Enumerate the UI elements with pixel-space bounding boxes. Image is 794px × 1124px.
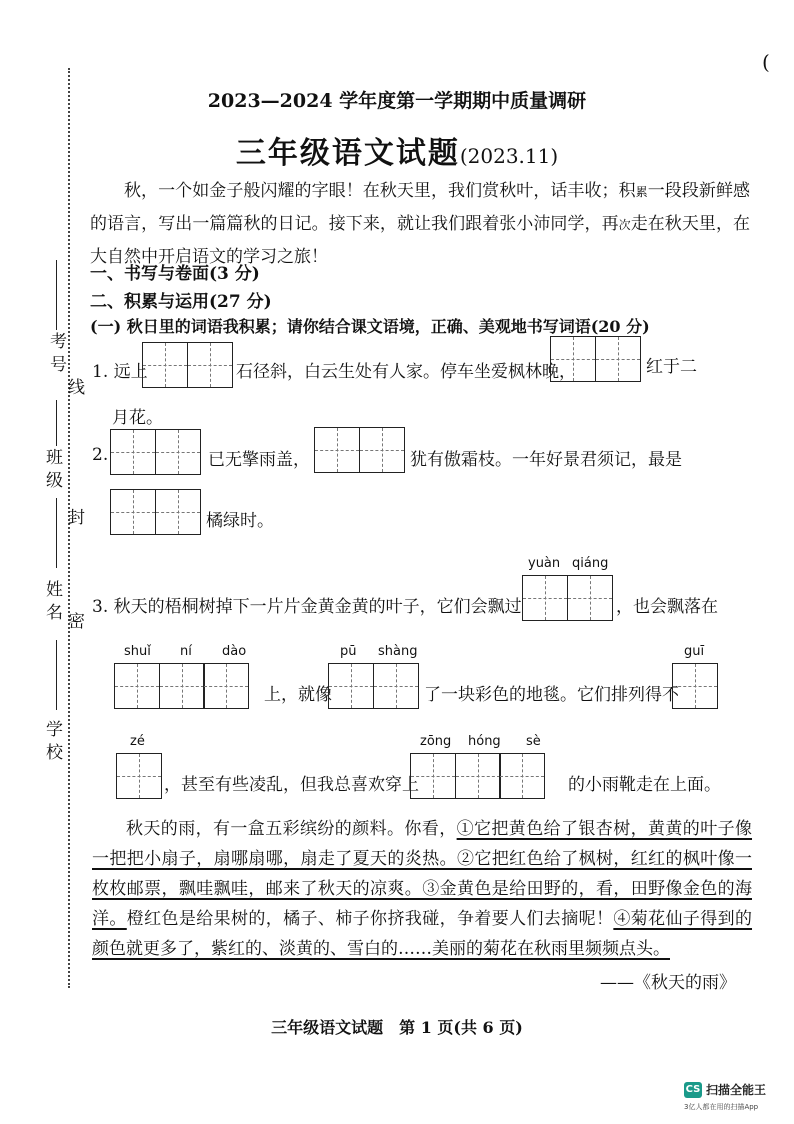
camscanner-tagline: 3亿人都在用的扫描App [684,1103,759,1111]
q2-answer-box-2[interactable] [314,427,405,473]
passage-source: ——《秋天的雨》 [600,973,736,993]
label-banji: 班级 [42,448,62,494]
q3-text-a: 3. 秋天的梧桐树掉下一片片金黄金黄的叶子，它们会飘过 [92,597,522,617]
grid-cell[interactable] [567,575,613,621]
grid-cell[interactable] [499,753,545,799]
grid-cell[interactable] [114,663,160,709]
grid-cell[interactable] [595,336,641,382]
q3-text-c: 上，就像 [264,685,332,705]
q3-text-d: 了一块彩色的地毯。它们排列得不 [424,685,679,705]
grid-cell[interactable] [672,663,718,709]
section-2-heading: 二、积累与运用(27 分) [90,292,272,312]
pinyin-shang: shàng [378,644,418,659]
exam-date: (2023.11) [459,144,559,168]
pinyin-shui: shuǐ [124,644,151,659]
pinyin-se: sè [526,734,541,749]
blank-xuexiao [56,640,57,710]
passage-p2: 橙红色是给果树的，橘子、柿子你挤我碰，争着要人们去摘呢！ [126,909,614,929]
q1-text-b: 石径斜，白云生处有人家。停车坐爱枫林晚， [236,362,576,382]
label-feng: 封 [64,508,84,531]
q2-text-a: 2. [92,445,109,465]
q3-answer-box-pushang[interactable] [328,663,419,709]
pinyin-zong: zōng [420,734,452,749]
grid-cell[interactable] [314,427,360,473]
title-text: 三年级语文试题 [235,136,460,171]
blank-xingming [56,498,57,568]
corner-mark: ( [762,50,770,74]
passage-underlined-1: ①它把黄色给了银杏树，黄黄的叶子像一把把小扇子，扇哪扇哪，扇走了夏天的炎热。②它把红色给了枫树，红红的枫叶像一枚枚邮票，飘哇飘哇，邮来了秋天的凉爽。③金黄色是给田野的，看，田野像金色的海洋。 [92,819,753,929]
q2-text-b: 已无擎雨盖， [208,450,310,470]
grid-cell[interactable] [159,663,205,709]
q3-text-b: ，也会飘落在 [616,597,718,617]
grid-cell[interactable] [522,575,568,621]
camscanner-logo-icon: CS [684,1082,702,1098]
grid-cell[interactable] [550,336,596,382]
reading-passage [92,814,752,964]
exam-title [0,128,794,172]
grid-cell[interactable] [155,429,201,475]
label-xian: 线 [64,378,84,401]
intro-part1: 秋，一个如金子般闪耀的字眼！在秋天里，我们赏秋叶，话丰收；积 [124,181,636,201]
q3-answer-box-zonghongse[interactable] [410,753,545,799]
grid-cell[interactable] [142,342,188,388]
page-footer: 三年级语文试题 第 1 页(共 6 页) [271,1018,523,1037]
blank-kaohao [56,260,57,330]
grid-cell[interactable] [373,663,419,709]
label-mi: 密 [64,612,84,635]
grid-cell[interactable] [116,753,162,799]
q3-answer-box-shuinidao[interactable] [114,663,249,709]
q3-answer-box-gui[interactable] [672,663,718,709]
intro-hand2: 次 [618,218,631,232]
passage-p1: 秋天的雨，有一盒五彩缤纷的颜料。你看， [126,819,457,839]
section-2-1-heading: (一) 秋日里的词语我积累；请你结合课文语境，正确、美观地书写词语(20 分) [90,317,650,336]
label-kaohao: 考号 [46,332,66,378]
grid-cell[interactable] [328,663,374,709]
blank-banji [56,400,57,446]
pinyin-hong: hóng [468,734,501,749]
q3-answer-box-yuanqiang[interactable] [522,575,613,621]
pinyin-ze: zé [130,734,145,749]
q1-text-c: 红于二 [646,357,697,377]
section-1-heading: 一、书写与卷面(3 分) [90,264,260,284]
pinyin-dao: dào [222,644,247,659]
exam-subtitle: 2023—2024 学年度第一学期期中质量调研 [207,90,587,112]
q1-text-a: 1. 远上 [92,362,148,382]
q2-answer-box-3[interactable] [110,489,201,535]
grid-cell[interactable] [110,489,156,535]
q3-text-e: ，甚至有些凌乱，但我总喜欢穿上 [164,775,419,795]
pinyin-ni: ní [180,644,192,659]
intro-hand1: 累 [635,185,648,199]
grid-cell[interactable] [410,753,456,799]
pinyin-gui: guī [684,644,705,659]
grid-cell[interactable] [455,753,501,799]
grid-cell[interactable] [203,663,249,709]
pinyin-qiang: qiáng [572,556,609,571]
intro-part2: 一段段新鲜感的语言，写出一篇篇秋的日记。接下来，就让我们跟着张小沛同学，再 [90,181,750,234]
q1-text-d: 月花。 [112,408,163,428]
pinyin-yuan: yuàn [528,556,561,571]
passage-underlined-2: ④菊花仙子得到的颜色就更多了，紫红的、淡黄的、雪白的……美丽的菊花在秋雨里频频点头。 [92,909,753,959]
pinyin-pu: pū [340,644,357,659]
q3-text-f: 的小雨靴走在上面。 [568,775,721,795]
q2-text-d: 橘绿时。 [206,511,274,531]
grid-cell[interactable] [187,342,233,388]
q2-text-c: 犹有傲霜枝。一年好景君须记，最是 [410,450,682,470]
intro-part3: 走在秋天里，在大自然中开启语文的学习之旅！ [90,214,751,267]
label-xuexiao: 学校 [42,720,62,766]
grid-cell[interactable] [359,427,405,473]
q1-answer-box-1[interactable] [142,342,233,388]
grid-cell[interactable] [155,489,201,535]
label-xingming: 姓名 [42,580,62,626]
q2-answer-box-1[interactable] [110,429,201,475]
grid-cell[interactable] [110,429,156,475]
q3-answer-box-ze[interactable] [116,753,162,799]
q1-answer-box-2[interactable] [550,336,641,382]
camscanner-name: 扫描全能王 [706,1083,767,1097]
